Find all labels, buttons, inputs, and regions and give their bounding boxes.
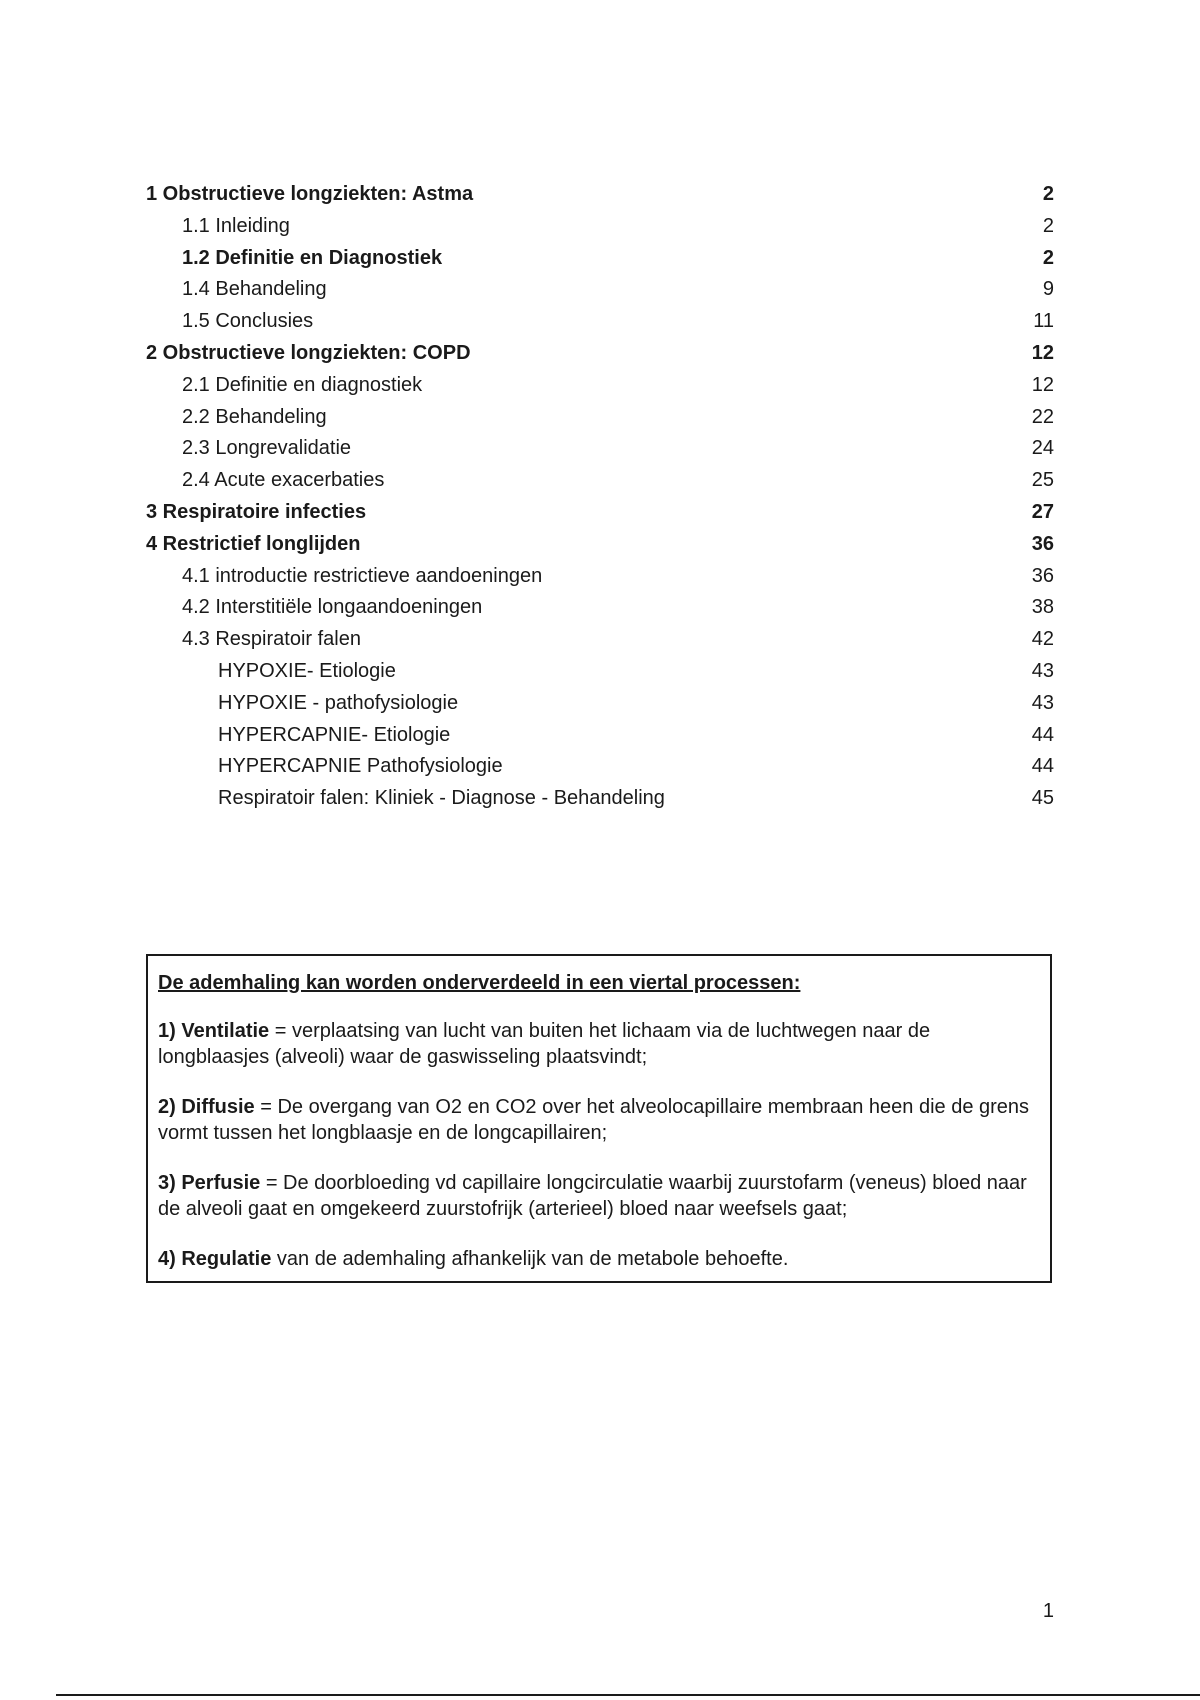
- toc-entry[interactable]: [146, 211, 1054, 243]
- toc-entry-title: 1.5 Conclusies: [182, 310, 314, 333]
- toc-entry-title: 1.4 Behandeling: [182, 278, 327, 301]
- toc-entry-title: HYPOXIE - pathofysiologie: [218, 691, 459, 714]
- page-number: 1: [1042, 1600, 1054, 1622]
- toc-entry-page: 11: [1033, 310, 1054, 333]
- process-term: 3) Perfusie: [158, 1172, 261, 1194]
- process-list: [158, 1018, 1040, 1272]
- toc-entry-title: HYPOXIE- Etiologie: [218, 659, 396, 682]
- toc-entry[interactable]: [146, 402, 1054, 434]
- toc-entry-title: 4.2 Interstitiële longaandoeningen: [182, 596, 483, 619]
- toc-entry-page: 36: [1031, 532, 1054, 555]
- toc-entry-title: Respiratoir falen: Kliniek - Diagnose - Behandeling: [218, 787, 665, 810]
- toc-entry[interactable]: [146, 751, 1054, 783]
- toc-entry-page: 25: [1031, 469, 1054, 492]
- breathing-processes-box: [146, 954, 1052, 1283]
- toc-entry-title: 1 Obstructieve longziekten: Astma: [146, 183, 474, 205]
- toc-entry[interactable]: [146, 561, 1054, 593]
- process-term: 1) Ventilatie: [158, 1020, 270, 1042]
- toc-entry-title: HYPERCAPNIE- Etiologie: [218, 723, 451, 746]
- footer-divider: [56, 1694, 1200, 1696]
- toc-entry-page: 12: [1031, 341, 1054, 364]
- toc-entry[interactable]: [146, 592, 1054, 624]
- toc-entry-title: 4 Restrictief longlijden: [146, 532, 361, 555]
- toc-entry[interactable]: [146, 656, 1054, 688]
- toc-entry-page: 12: [1031, 373, 1054, 396]
- toc-entry-page: 45: [1031, 787, 1054, 810]
- toc-entry-page: 2: [1042, 246, 1054, 269]
- process-description: = De doorbloeding vd capillaire longcirculatie waarbij zuurstofarm (veneus) bloed naar de alveoli gaat en omgekeerd zuurstofrijk (arterieel) bloed naar weefsels gaat;: [158, 1172, 1027, 1220]
- toc-entry-title: 2.2 Behandeling: [182, 405, 327, 428]
- toc-entry-page: 43: [1031, 691, 1054, 714]
- process-description: van de ademhaling afhankelijk van de metabole behoefte.: [271, 1248, 789, 1270]
- toc-entry[interactable]: [146, 529, 1054, 561]
- table-of-contents: [146, 179, 1054, 815]
- toc-entry-page: 42: [1031, 628, 1054, 651]
- toc-entry-page: 38: [1031, 596, 1054, 619]
- toc-entry-title: 2.1 Definitie en diagnostiek: [182, 373, 423, 396]
- toc-entry[interactable]: [146, 306, 1054, 338]
- process-description: = De overgang van O2 en CO2 over het alveolocapillaire membraan heen die de grens vormt tussen het longblaasje en de longcapillairen;: [158, 1096, 1030, 1144]
- toc-entry[interactable]: [146, 274, 1054, 306]
- toc-entry-page: 36: [1031, 564, 1054, 587]
- process-paragraph: [158, 1018, 1040, 1070]
- process-paragraph: [158, 1094, 1040, 1146]
- toc-entry-page: 44: [1031, 723, 1054, 746]
- toc-entry-title: 1.2 Definitie en Diagnostiek: [182, 246, 443, 269]
- toc-entry-title: 1.1 Inleiding: [182, 214, 290, 237]
- toc-entry-title: HYPERCAPNIE Pathofysiologie: [218, 755, 503, 778]
- toc-entry-title: 4.3 Respiratoir falen: [182, 628, 361, 651]
- toc-entry-title: 3 Respiratoire infecties: [146, 500, 367, 523]
- process-term: 2) Diffusie: [158, 1096, 255, 1118]
- toc-entry-title: 4.1 introductie restrictieve aandoeningen: [182, 564, 543, 587]
- toc-entry-page: 9: [1042, 278, 1054, 301]
- toc-entry-title: 2.3 Longrevalidatie: [182, 437, 352, 460]
- toc-entry[interactable]: [146, 624, 1054, 656]
- toc-entry-page: 2: [1042, 214, 1054, 237]
- toc-entry[interactable]: [146, 370, 1054, 402]
- toc-entry[interactable]: [146, 497, 1054, 529]
- box-heading: De ademhaling kan worden onderverdeeld in een viertal processen:: [158, 972, 801, 994]
- toc-entry-page: 43: [1031, 659, 1054, 682]
- process-term: 4) Regulatie: [158, 1248, 272, 1270]
- toc-entry[interactable]: [146, 720, 1054, 752]
- toc-entry-title: 2.4 Acute exacerbaties: [182, 469, 385, 492]
- toc-entry[interactable]: [146, 179, 1054, 211]
- toc-entry[interactable]: [146, 465, 1054, 497]
- toc-entry-page: 44: [1031, 755, 1054, 778]
- toc-entry-title: 2 Obstructieve longziekten: COPD: [146, 341, 471, 364]
- toc-entry[interactable]: [146, 433, 1054, 465]
- toc-entry[interactable]: [146, 338, 1054, 370]
- toc-entry-page: 22: [1031, 405, 1054, 428]
- toc-entry-page: 27: [1031, 500, 1054, 523]
- toc-entry[interactable]: [146, 243, 1054, 275]
- process-paragraph: [158, 1246, 1040, 1272]
- process-paragraph: [158, 1170, 1040, 1222]
- process-description: = verplaatsing van lucht van buiten het lichaam via de luchtwegen naar de longblaasjes (alveoli) waar de gaswisseling plaatsvindt;: [158, 1020, 931, 1068]
- toc-entry[interactable]: [146, 688, 1054, 720]
- toc-entry-page: 2: [1042, 183, 1054, 205]
- toc-entry-page: 24: [1031, 437, 1054, 460]
- toc-entry[interactable]: [146, 783, 1054, 815]
